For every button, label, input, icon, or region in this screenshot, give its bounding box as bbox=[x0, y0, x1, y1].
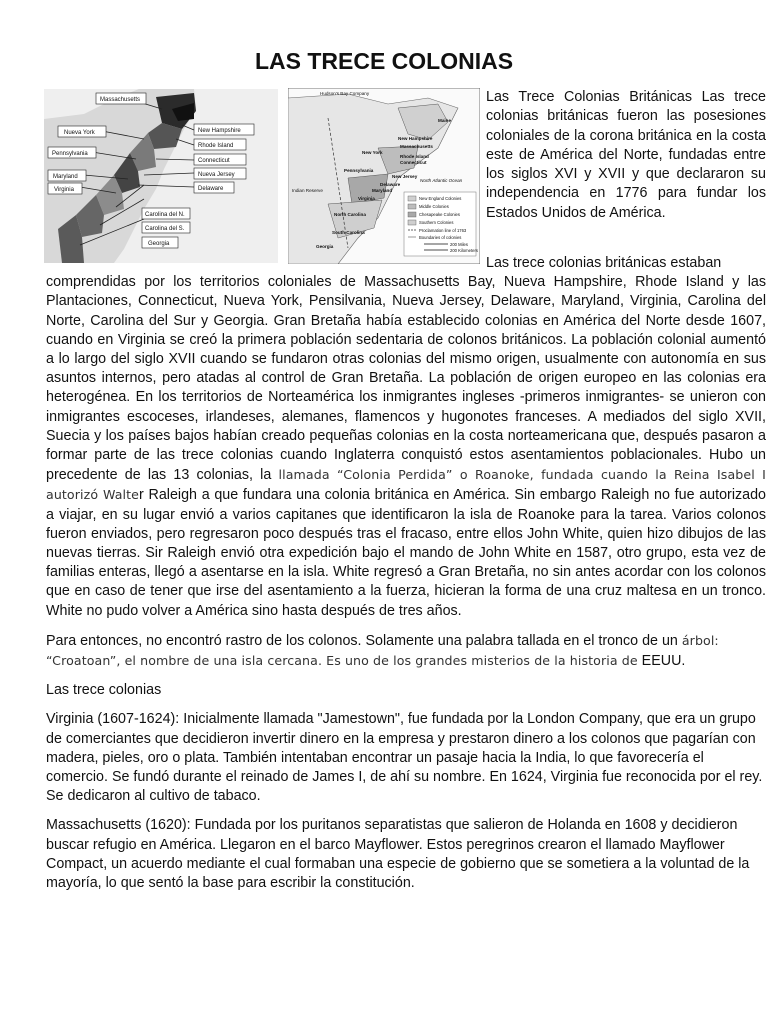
map2-label-south-carolina: South Carolina bbox=[332, 230, 365, 235]
map2-label-rhode-island: Rhode Island bbox=[400, 154, 429, 159]
map2-legend bbox=[404, 192, 478, 256]
map2-label-georgia: Georgia bbox=[316, 244, 334, 249]
colonies-map-historical bbox=[288, 88, 480, 264]
paragraph-colonies bbox=[46, 254, 766, 621]
colonies-map-labeled-drawing bbox=[44, 89, 278, 263]
map2-label-massachusetts: Massachusetts bbox=[400, 144, 433, 149]
paragraph-colonies-text: comprendidas por los territorios coloniales de Massachusetts Bay, Nueva Hampshire, Rhode Island y las Plantaciones, Connecticut, Nueva York, Pensilvania, Nueva Jersey, Delaware, Maryland, Virginia, Carolina del Norte, Carolina del Sur y Georgia. Gran Bretaña había establecido colonias en América del Norte desde 1607, cuando en Virginia se creó la primera población sedentaria de colonos británicos. La población colonial aumentó a lo largo del siglo XVII cuando se fundaron otras colonias del mismo origen, usualmente con autonomía en sus asuntos internos, pero atadas al control de Gran Bretaña. La población de origen europeo en las colonias era heterogénea. En los territorios de Norteamérica los inmigrantes ingleses -primeros inmigrantes- se unieron con inmigrantes escoceses, irlandeses, alemanes, flamencos y hugonotes franceses. A mediados del siglo XVII, Suecia y los países bajos habían creado pequeñas colonias en la costa norteamericana que, después pasaron a formar parte de las trece colonias cuando Inglaterra conquistó estos asentamientos poblacionales. Hubo un precedente de las 13 colonias, la bbox=[46, 274, 766, 484]
paragraph-colonies-lead: Las trece colonias británicas estaban bbox=[486, 255, 722, 271]
colonies-map-labeled bbox=[44, 89, 278, 263]
map2-label-delaware: Delaware bbox=[380, 182, 401, 187]
map2-legend-boundaries: Boundaries of colonies bbox=[419, 235, 462, 240]
map1-label-new-hampshire: New Hampshire bbox=[198, 128, 241, 134]
section-subheading: Las trece colonias bbox=[46, 682, 162, 699]
map2-legend-middle: Middle Colonies bbox=[419, 204, 449, 209]
map1-label-connecticut: Connecticut bbox=[198, 158, 230, 164]
paragraph-massachusetts: Massachusetts (1620): Fundada por los puritanos separatistas que salieron de Holanda en 1608 y decidieron buscar refugio en América. Llegaron en el barco Mayflower. Estos peregrinos crearon el llamado Mayflower Compact, un acuerdo mediante el cual formaban una especie de gobierno que se sometiera a la voluntad de la mayoría, lo que sentó la base para escribir la constitución. bbox=[46, 817, 750, 892]
map2-scale-km: 200 Kilometers bbox=[450, 248, 478, 253]
intro-paragraph: Las Trece Colonias Británicas Las trece colonias británicas fueron las posesiones coloniales de la corona británica en la costa este de América del Norte, fundadas entre los siglos XVI y XVII y que declararon su independencia en 1776 para fundar los Estados Unidos de América. bbox=[486, 89, 766, 221]
map2-label-maryland: Maryland bbox=[372, 188, 393, 193]
map2-label-new-york: New York bbox=[362, 150, 383, 155]
map1-label-pennsylvania: Pennsylvania bbox=[52, 151, 88, 157]
map2-legend-new-england: New England Colonies bbox=[419, 196, 462, 201]
map1-label-carolina-sur: Carolina del S. bbox=[145, 226, 185, 232]
map2-label-new-jersey: New Jersey bbox=[392, 174, 418, 179]
map2-label-new-hampshire: New Hampshire bbox=[398, 136, 433, 141]
map2-label-maine: Maine bbox=[438, 118, 452, 123]
map1-label-rhode-island: Rhode Island bbox=[198, 143, 234, 149]
article-body bbox=[46, 254, 766, 903]
map2-label-north-carolina: North Carolina bbox=[334, 212, 366, 217]
map1-label-massachusetts: Massachusetts bbox=[100, 97, 141, 103]
map1-label-georgia: Georgia bbox=[148, 241, 170, 247]
map1-label-virginia: Virginia bbox=[54, 187, 74, 193]
map2-legend-proclamation: Proclamation line of 1763 bbox=[419, 228, 467, 233]
page-title: LAS TRECE COLONIAS bbox=[254, 48, 514, 74]
paragraph-croatoan-light: árbol: “Croatoan”, el nombre de una isla cercana. Es uno de los grandes misterios de la historia de bbox=[46, 632, 719, 669]
map2-label-connecticut: Connecticut bbox=[400, 160, 427, 165]
map2-label-pennsylvania: Pennsylvania bbox=[344, 168, 374, 173]
paragraph-croatoan-text: Para entonces, no encontró rastro de los colonos. Solamente una palabra tallada en el tronco de un bbox=[46, 632, 682, 649]
map2-label-indian-reserve: Indian Reserve bbox=[292, 188, 323, 193]
map2-label-atlantic: North Atlantic Ocean bbox=[420, 178, 463, 183]
map1-label-carolina-norte: Carolina del N. bbox=[145, 212, 185, 218]
map1-label-nueva-jersey: Nueva Jersey bbox=[198, 172, 235, 178]
paragraph-croatoan bbox=[46, 631, 766, 671]
colonies-map-historical-drawing bbox=[288, 88, 480, 264]
map1-label-delaware: Delaware bbox=[198, 186, 224, 192]
map2-scale-miles: 200 Miles bbox=[450, 242, 468, 247]
paragraph-virginia: Virginia (1607-1624): Inicialmente llamada "Jamestown", fue fundada por la London Company, que era un grupo de comerciantes que decidieron invertir dinero en la empresa y prestaron dinero a los colonos que pagarían con madera, pieles, oro o plata. También intentaban encontrar un pasaje hacia la India, lo que favorecería el comercio. Se fundó durante el reinado de James I, de ahí su nombre. En 1624, Virginia fue reconocida por el rey. Se dedicaron al cultivo de tabaco. bbox=[46, 711, 763, 805]
map2-legend-southern: Southern Colonies bbox=[419, 220, 454, 225]
paragraph-colonies-roanoke: llamada “Colonia Perdida” o Roanoke, fundada cuando la Reina Isabel I autorizó Walte bbox=[46, 467, 766, 503]
map1-label-maryland: Maryland bbox=[53, 174, 78, 180]
map2-label-virginia: Virginia bbox=[358, 196, 375, 201]
map2-legend-chesapeake: Chesapeake Colonies bbox=[419, 212, 460, 217]
map2-label-hudsons-bay: Hudson's Bay Company bbox=[320, 91, 370, 96]
paragraph-colonies-rest: r Raleigh a que fundara una colonia británica en América. Sin embargo Raleigh no fue autorizado a viajar, en su lugar envió a varios capitanes que identificaron la isla de Roanoke para la tarea. Varios colonos fueron enviados, pero regresaron poco después tras el fracaso, entre ellos John White, quien hizo dibujos de las nuevas tierras. Sir Raleigh envió otra expedición bajo el mando de John White en 1587, otro grupo, esta vez de familias enteras, llegó a asentarse en la isla. White regresó a Gran Bretaña, no sin antes acordar con los colonos que en caso de tener que irse del asentamiento a la fuerza, hicieran la forma de una cruz maltesa en un tronco. White no pudo volver a América sino hasta después de tres años. bbox=[46, 487, 766, 619]
paragraph-croatoan-rest: EEUU. bbox=[637, 653, 686, 670]
map1-label-nueva-york: Nueva York bbox=[64, 130, 95, 136]
